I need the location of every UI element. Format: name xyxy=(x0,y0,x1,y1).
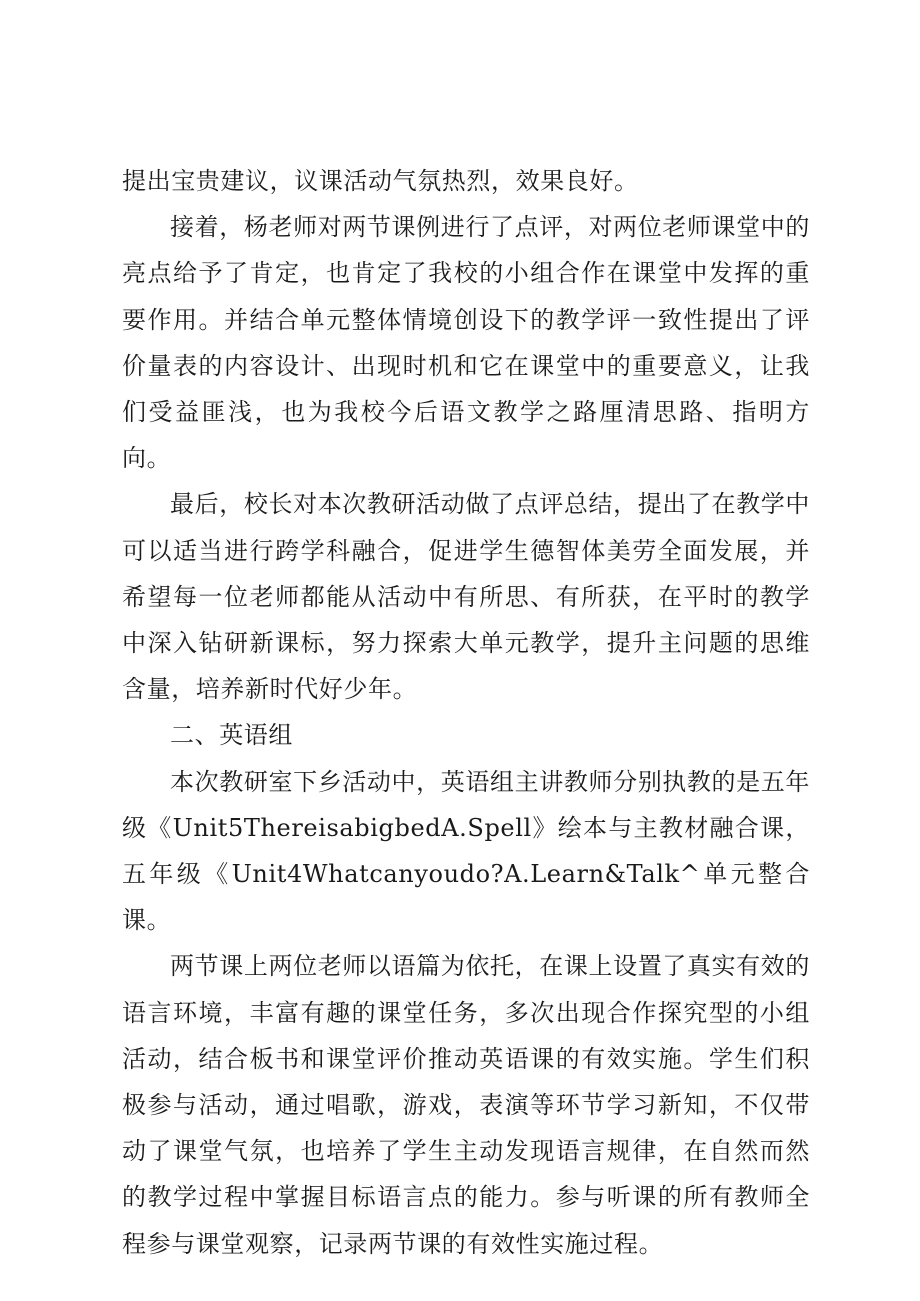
section-heading-english-group: 二、英语组 xyxy=(170,721,293,750)
paragraph-english-lessons: 本次教研室下乡活动中，英语组主讲教师分别执教的是五年级《Unit5ThereisabigbedA.Spell》绘本与主教材融合课，五年级《Unit4Whatcanyoudo?A.Learn&Talk^单元整合课。 xyxy=(122,767,810,935)
document-body xyxy=(122,158,810,1267)
paragraph-principal-summary: 最后，校长对本次教研活动做了点评总结，提出了在教学中可以适当进行跨学科融合，促进学生德智体美劳全面发展，并希望每一位老师都能从活动中有所思、有所获，在平时的教学中深入钻研新课标，努力探索大单元教学，提升主问题的思维含量，培养新时代好少年。 xyxy=(122,490,810,704)
paragraph-english-evaluation: 两节课上两位老师以语篇为依托，在课上设置了真实有效的语言环境，丰富有趣的课堂任务，多次出现合作探究型的小组活动，结合板书和课堂评价推动英语课的有效实施。学生们积极参与活动，通过唱歌，游戏，表演等环节学习新知，不仅带动了课堂气氛，也培养了学生主动发现语言规律，在自然而然的教学过程中掌握目标语言点的能力。参与听课的所有教师全程参与课堂观察，记录两节课的有效性实施过程。 xyxy=(122,952,810,1258)
paragraph-continuation: 提出宝贵建议，议课活动气氛热烈，效果良好。 xyxy=(122,167,639,195)
paragraph-yang-teacher-review: 接着，杨老师对两节课例进行了点评，对两位老师课堂中的亮点给予了肯定，也肯定了我校的小组合作在课堂中发挥的重要作用。并结合单元整体情境创设下的教学评一致性提出了评价量表的内容设计、出现时机和它在课堂中的重要意义，让我们受益匪浅，也为我校今后语文教学之路厘清思路、指明方向。 xyxy=(122,213,810,473)
